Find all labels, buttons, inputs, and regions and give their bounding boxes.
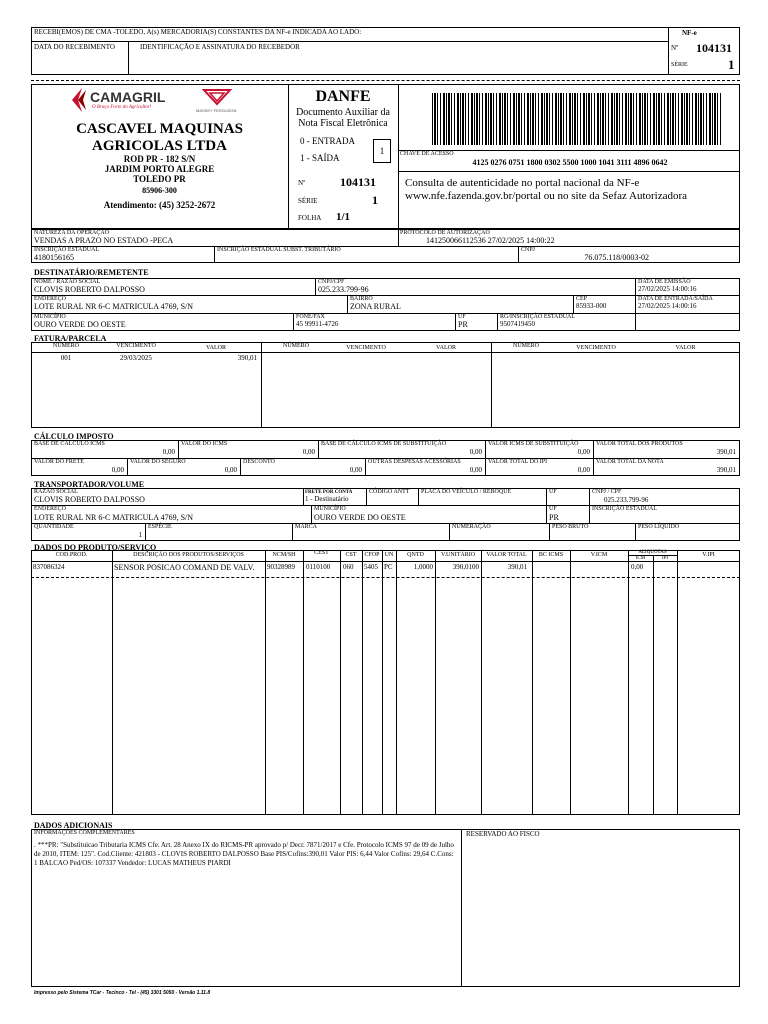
col-unit: V.UNITÁRIO: [440, 552, 476, 558]
invoice-number-header-3: NÚMERO: [512, 343, 539, 349]
item-qty: 1,0000: [413, 563, 433, 571]
danfe-subtitle1: Documento Auxiliar da: [296, 107, 390, 118]
qty: 1: [138, 531, 142, 539]
exit-date: 27/02/2025 14:00:16: [638, 302, 697, 310]
products-total-label: VALOR TOTAL DOS PRODUTOS: [596, 441, 683, 447]
insurance: 0,00: [224, 466, 237, 474]
qty-label: QUANTIDADE: [34, 524, 74, 530]
transport-uf: PR: [549, 513, 559, 522]
col-cfop: CFOP: [364, 552, 380, 558]
base-st-label: BASE DE CÁLCULO ICMS DE SUBSTITUIÇÃO: [321, 441, 447, 447]
emitter-address1: ROD PR - 182 S/N: [123, 154, 196, 164]
recipient-uf-label: UF: [458, 314, 466, 320]
emitter-phone: Atendimento: (45) 3252-2672: [103, 200, 216, 210]
transport-uf2-label: UF: [549, 506, 557, 512]
recipient-ie: 9507419450: [500, 320, 535, 328]
products-total: 390,01: [716, 448, 736, 456]
danfe-series-label: SÉRIE: [298, 197, 318, 205]
nature: VENDAS A PRAZO NO ESTADO -PECA: [34, 236, 174, 245]
ipi-total: 0,00: [577, 466, 590, 474]
col-vipi: V.IPI: [702, 552, 715, 558]
invoice-due-header-2: VENCIMENTO: [346, 345, 386, 351]
col-aliq-icm: ICM: [635, 556, 646, 561]
recipient-city: OURO VERDE DO OESTE: [34, 320, 126, 329]
invoice-value-header-2: VALOR: [436, 345, 456, 351]
col-un: UN: [384, 552, 394, 558]
icms-st: 0,00: [577, 448, 590, 456]
danfe-type-box: [373, 139, 391, 163]
col-code: COD.PROD.: [55, 552, 88, 558]
exit-date-label: DATA DE ENTRADA/SAÍDA: [638, 296, 713, 302]
recipient-uf: PR: [458, 320, 468, 329]
recipient-section: DESTINATÁRIO/REMETENTE: [34, 268, 149, 277]
col-total: VALOR TOTAL: [486, 552, 527, 558]
transport-uf-label: UF: [549, 489, 557, 495]
camagril-tagline: O Braço Forte do Agricultor!: [92, 105, 152, 110]
recipient-address: LOTE RURAL NR 6-C MATRICULA 4769, S/N: [34, 302, 194, 311]
access-key-label: CHAVE DE ACESSO: [400, 151, 454, 157]
antt-label: CÓDIGO ANTT: [369, 489, 410, 495]
item-total: 390,01: [507, 563, 527, 571]
recipient-name-label: NOME / RAZÃO SOCIAL: [34, 279, 101, 285]
recipient-district-label: BAIRRO: [350, 296, 373, 302]
transport-address-label: ENDEREÇO: [34, 506, 66, 512]
transport-cpf-label: CNPJ / CPF: [592, 489, 622, 495]
consult-text: Consulta de autenticidade no portal nacional da NF-e www.nfe.fazenda.gov.br/portal ou no site da Sefaz Autorizadora: [405, 177, 688, 202]
ipi-total-label: VALOR TOTAL DO IPI: [488, 459, 548, 465]
massey-ferguson-text: MASSEY FERGUSON: [196, 108, 237, 113]
products-table: [31, 550, 740, 815]
additional-section: DADOS ADICIONAIS: [34, 821, 113, 830]
col-vicm: V.ICM: [590, 552, 608, 558]
transport-city: OURO VERDE DO OESTE: [314, 513, 406, 522]
invoice-number-header: NÚMERO: [52, 343, 79, 349]
invoice-value-header: VALOR: [206, 345, 226, 351]
emitter-city: TOLEDO PR: [133, 174, 186, 184]
transport-freight-label: FRETE POR CONTA: [305, 490, 353, 495]
danfe-number: 104131: [340, 175, 376, 189]
ie: 4180156165: [34, 253, 74, 262]
col-ncm: NCM/SH: [272, 552, 296, 558]
recipient-city-label: MUNICÍPIO: [34, 314, 66, 320]
nature-label: NATUREZA DA OPERAÇÃO: [34, 230, 110, 236]
recipient-phone: 45 99911-4726: [296, 320, 339, 328]
col-aliq-ipi: IPI: [661, 556, 669, 561]
danfe-exit: 1 - SAÍDA: [300, 153, 340, 163]
freight: 0,00: [111, 466, 124, 474]
item-un: PC: [384, 563, 393, 571]
recipient-phone-label: FONE/FAX: [296, 314, 325, 320]
stub-series: 1: [728, 57, 735, 72]
other-expenses-label: OUTRAS DESPESAS ACESSÓRIAS: [368, 459, 461, 465]
item-unit: 390,0100: [452, 563, 479, 571]
col-aliq: ALIQUOTAS: [638, 550, 667, 555]
cnpj-label: CNPJ: [521, 247, 536, 253]
danfe-type: 1: [379, 146, 385, 156]
transport-section: TRANSPORTADOR/VOLUME: [34, 480, 145, 489]
insurance-label: VALOR DO SEGURO: [130, 459, 186, 465]
icms: 0,00: [302, 448, 315, 456]
numbering-label: NUMERAÇÃO: [452, 524, 491, 530]
cut-line: [31, 80, 740, 81]
barcode: [432, 93, 722, 145]
item-separator: [31, 577, 740, 578]
danfe-title: DANFE: [315, 88, 371, 105]
camagril-logo-icon: [68, 86, 88, 114]
invoice-number: 001: [60, 354, 72, 362]
emitter-name: CASCAVEL MAQUINAS AGRICOLAS LTDA: [76, 121, 243, 154]
danfe-entry: 0 - ENTRADA: [300, 136, 355, 146]
gross-weight-label: PESO BRUTO: [552, 524, 589, 530]
invoice-due: 29/03/2025: [120, 354, 152, 362]
brand-label: MARCA: [295, 524, 318, 530]
transport-name-label: RAZÃO SOCIAL: [34, 489, 78, 495]
stub-number: 104131: [696, 41, 732, 55]
invoice-number-header-2: NÚMERO: [282, 343, 309, 349]
item-ncm: 90328989: [267, 563, 295, 571]
invoice-total-label: VALOR TOTAL DA NOTA: [596, 459, 664, 465]
transport-city-label: MUNICÍPIO: [314, 506, 346, 512]
item-cfop: 5405: [364, 563, 378, 571]
camagril-logo: [68, 86, 178, 116]
item-cest: 0110100: [306, 563, 331, 571]
species-label: ESPÉCIE: [148, 524, 172, 530]
stub-series-label: SÉRIE: [671, 62, 688, 68]
other-expenses: 0,00: [469, 466, 482, 474]
massey-ferguson-logo: [196, 88, 238, 116]
products-section: DADOS DO PRODUTO/SERVIÇO: [34, 543, 157, 552]
recipient-ie-label: RG/INSCRIÇÃO ESTADUAL: [500, 314, 576, 320]
invoice-value: 390,01: [237, 354, 257, 362]
recipient-cpf-label: CNPJ/CPF: [318, 279, 345, 285]
base-icms: 0,00: [162, 448, 175, 456]
invoice-value-header-3: VALOR: [675, 345, 696, 351]
invoice-section: FATURA/PARCELA: [34, 334, 107, 343]
plate-label: PLACA DO VEÍCULO / REBOQUE: [421, 489, 512, 495]
icms-st-label: VALOR ICMS DE SUBSTITUIÇÃO: [488, 441, 579, 447]
col-qty: QNTD: [407, 552, 424, 558]
invoice-due-header: VENCIMENTO: [116, 343, 156, 349]
stub-nfe-label: NF-e: [682, 29, 697, 37]
ie-st-label: INSCRIÇÃO ESTADUAL SUBST. TRIBUTÁRIO: [217, 247, 341, 253]
danfe-series: 1: [372, 193, 378, 207]
transport-cpf: 025.233.799-96: [604, 496, 649, 504]
recipient-district: ZONA RURAL: [350, 302, 401, 311]
info-text: . ***PR: "Substituicao Tributaria ICMS Cfe. Art. 28 Anexo IX do RICMS-PR aprovado p/ Decr. 7871/2017 e Cfe. Protocolo ICMS 97 de 09 de Julho de 2010, ITEM: 125". Cod.Cliente: 421803 - CLOVIS ROBERTO DALPOSSO Base PIS/Cofins:390,01 Valor PIS: 6,44 Valor Cofins: 29,64 C.Cons: 1 BALCAO Ped/OS: 107337 Vendedor: LUCAS MATHEUS PIARDI: [34, 841, 454, 867]
transport-name: CLOVIS ROBERTO DALPOSSO: [34, 495, 145, 504]
recipient-cep-label: CEP: [576, 296, 588, 302]
invoice-due-header-3: VENCIMENTO: [576, 345, 616, 351]
recipient-name: CLOVIS ROBERTO DALPOSSO: [34, 285, 145, 294]
danfe-sheet-label: FOLHA: [298, 214, 322, 222]
freight-label: VALOR DO FRETE: [34, 459, 84, 465]
icms-label: VALOR DO ICMS: [181, 441, 228, 447]
emission-date-label: DATA DE EMISSÃO: [638, 279, 691, 285]
item-code: 837086324: [33, 563, 65, 571]
transport-ie-label: INSCRIÇÃO ESTADUAL: [592, 506, 658, 512]
received-text: RECEBI(EMOS) DE CMA -TOLEDO, A(s) MERCADORIA(S) CONSTANTES DA NF-e INDICADA AO LADO:: [34, 28, 362, 36]
footer-text: Impresso pelo Sistema TCar - Tecinco - Tel - (45) 3301 5050 - Versão 1.11.8: [34, 990, 211, 996]
reserved-label: RESERVADO AO FISCO: [466, 830, 540, 838]
camagril-logo-text: CAMAGRIL: [90, 89, 166, 105]
emission-date: 27/02/2025 14:00:16: [638, 285, 697, 293]
recipient-address-label: ENDEREÇO: [34, 296, 66, 302]
emitter-address2: JARDIM PORTO ALEGRE: [104, 164, 215, 174]
item-aliq: 0,00: [631, 563, 644, 571]
recipient-cpf: 025.233.799-96: [318, 285, 369, 294]
stub-number-prefix: Nº: [671, 44, 679, 52]
danfe-subtitle2: Nota Fiscal Eletrônica: [298, 118, 388, 129]
col-bc: BC ICMS: [538, 552, 564, 558]
net-weight-label: PESO LÍQUIDO: [638, 524, 680, 530]
receipt-date-label: DATA DO RECEBIMENTO: [34, 43, 115, 51]
discount-label: DESCONTO: [243, 459, 275, 465]
protocol-label: PROTOCOLO DE AUTORIZAÇÃO: [400, 230, 490, 236]
info-label: INFORMAÇÕES COMPLEMENTARES: [34, 830, 135, 836]
transport-freight: 1 - Destinatário: [305, 495, 349, 503]
access-key: 4125 0276 0751 1800 0302 5500 1000 1041 3111 4896 0642: [472, 158, 668, 167]
receipt-signature-label: IDENTIFICAÇÃO E ASSINATURA DO RECEBEDOR: [140, 43, 300, 51]
transport-address: LOTE RURAL NR 6-C MATRICULA 4769, S/N: [34, 513, 194, 522]
item-cst: 060: [343, 563, 354, 571]
massey-ferguson-icon: [202, 88, 232, 106]
col-cst: CST: [345, 552, 357, 558]
danfe-sheet: 1/1: [336, 211, 351, 223]
base-st: 0,00: [469, 448, 482, 456]
invoice-total: 390,01: [716, 466, 736, 474]
col-cest: CEST: [314, 550, 329, 556]
discount: 0,00: [349, 466, 362, 474]
danfe-number-prefix: Nº: [298, 179, 306, 187]
protocol: 141250066112536 27/02/2025 14:00:22: [426, 236, 555, 245]
item-desc: SENSOR POSICAO COMAND DE VALV.: [114, 563, 255, 572]
col-desc: DESCRIÇÃO DOS PRODUTOS/SERVIÇOS: [133, 552, 244, 558]
recipient-cep: 85933-000: [576, 302, 607, 310]
emitter-cep: 85906-300: [142, 186, 177, 195]
cnpj: 76.075.118/0003-02: [584, 253, 649, 262]
tax-section: CÁLCULO IMPOSTO: [34, 432, 114, 441]
ie-label: INSCRIÇÃO ESTADUAL: [34, 247, 100, 253]
base-icms-label: BASE DE CÁLCULO ICMS: [34, 441, 105, 447]
